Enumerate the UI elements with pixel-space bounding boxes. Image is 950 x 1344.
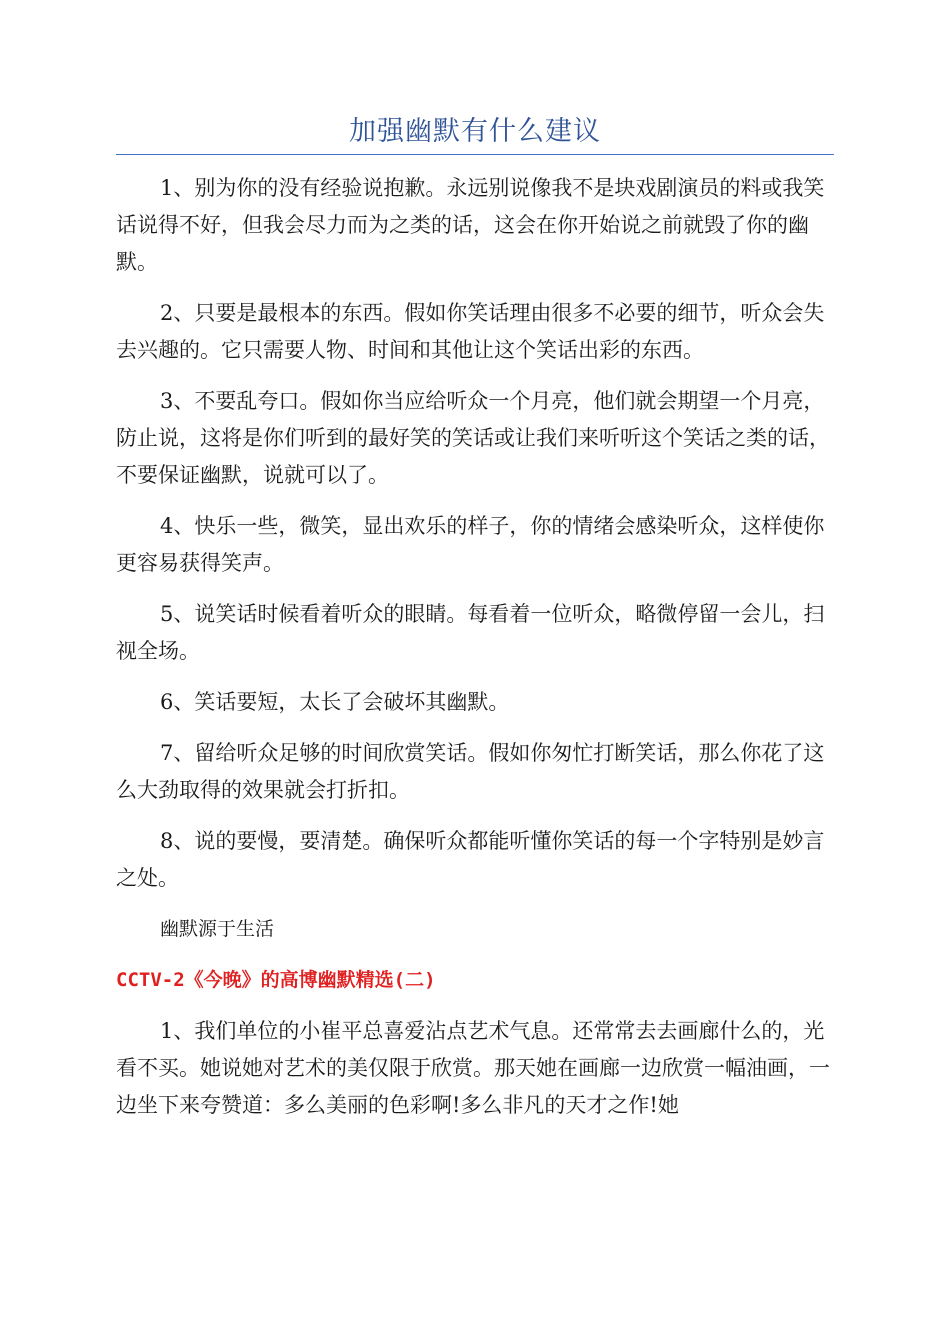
paragraph-1: 1、别为你的没有经验说抱歉。永远别说像我不是块戏剧演员的料或我笑话说得不好，但我会尽力而为之类的话，这会在你开始说之前就毁了你的幽默。 — [116, 176, 825, 274]
paragraph-5: 5、说笑话时候看着听众的眼睛。每看着一位听众，略微停留一会儿，扫视全场。 — [116, 602, 825, 663]
document-body — [116, 170, 834, 1138]
paragraph-6: 6、笑话要短，太长了会破坏其幽默。 — [160, 690, 510, 714]
section-paragraph-1: 1、我们单位的小崔平总喜爱沾点艺术气息。还常常去去画廊什么的，光看不买。她说她对艺术的美仅限于欣赏。那天她在画廊一边欣赏一幅油画，一边坐下来夸赞道：多么美丽的色彩啊!多么非凡的天才之作!她 — [116, 1019, 830, 1117]
subheading: 幽默源于生活 — [160, 918, 275, 940]
title-underline — [116, 154, 834, 155]
document-title: 加强幽默有什么建议 — [349, 116, 601, 147]
paragraph-3: 3、不要乱夸口。假如你当应给听众一个月亮，他们就会期望一个月亮，防止说，这将是你们听到的最好笑的笑话或让我们来听听这个笑话之类的话，不要保证幽默，说就可以了。 — [116, 389, 830, 487]
paragraph-2: 2、只要是最根本的东西。假如你笑话理由很多不必要的细节，听众会失去兴趣的。它只需要人物、时间和其他让这个笑话出彩的东西。 — [116, 301, 825, 362]
section-heading: CCTV-2《今晚》的高博幽默精选(二) — [116, 969, 436, 991]
paragraph-8: 8、说的要慢，要清楚。确保听众都能听懂你笑话的每一个字特别是妙言之处。 — [116, 829, 825, 890]
paragraph-4: 4、快乐一些，微笑，显出欢乐的样子，你的情绪会感染听众，这样使你更容易获得笑声。 — [116, 514, 825, 575]
paragraph-7: 7、留给听众足够的时间欣赏笑话。假如你匆忙打断笑话，那么你花了这么大劲取得的效果就会打折扣。 — [116, 741, 825, 802]
